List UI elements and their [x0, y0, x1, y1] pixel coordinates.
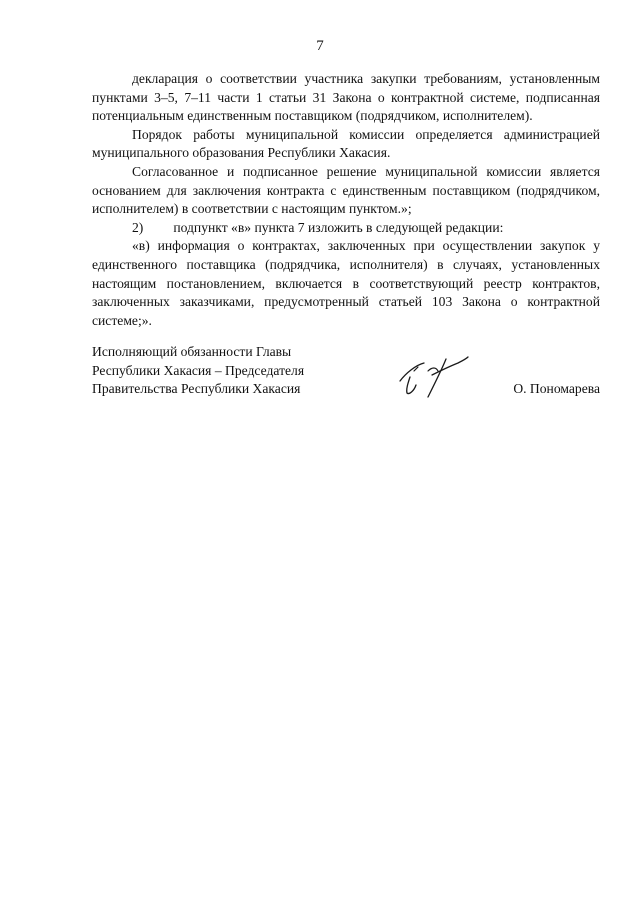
document-body: [92, 70, 600, 330]
handwritten-signature: [394, 351, 474, 399]
paragraph-item-2: [92, 219, 600, 238]
paragraph-commission-decision: Согласованное и подписанное решение муниципальной комиссии является основанием для заключения контракта с единственным поставщиком (подрядчиком, исполнителем) в соответствии с настоящим пунктом.»;: [92, 163, 600, 217]
signer-title-line: Правительства Республики Хакасия: [92, 381, 301, 397]
paragraph-commission-procedure: Порядок работы муниципальной комиссии определяется администрацией муниципального образования Республики Хакасия.: [92, 126, 600, 161]
signer-title-line: Исполняющий обязанности Главы: [92, 344, 292, 359]
signer-title-line: Республики Хакасия – Председателя: [92, 362, 305, 378]
item-text: подпункт «в» пункта 7 изложить в следующей редакции:: [173, 219, 504, 235]
page-number: 7: [316, 38, 324, 54]
signer-name: О. Пономарева: [513, 381, 600, 396]
paragraph-subclause-v: «в) информация о контрактах, заключенных при осуществлении закупок у единственного поставщика (подрядчика, исполнителя) в случаях, установленных настоящим постановлением, включается в соответствующий реестр контрактов, заключенных заказчиками, предусмотренный статьей 103 Закона о контрактной системе;».: [92, 238, 600, 328]
paragraph-declaration: декларация о соответствии участника закупки требованиям, установленным пунктами 3–5, 7–11 части 1 статьи 31 Закона о контрактной системе, подписанная потенциальным единственным поставщиком (подрядчиком, исполнителем).: [92, 71, 600, 124]
item-number: 2): [132, 219, 144, 235]
signature-block: [92, 343, 600, 403]
signer-title: [92, 343, 304, 399]
